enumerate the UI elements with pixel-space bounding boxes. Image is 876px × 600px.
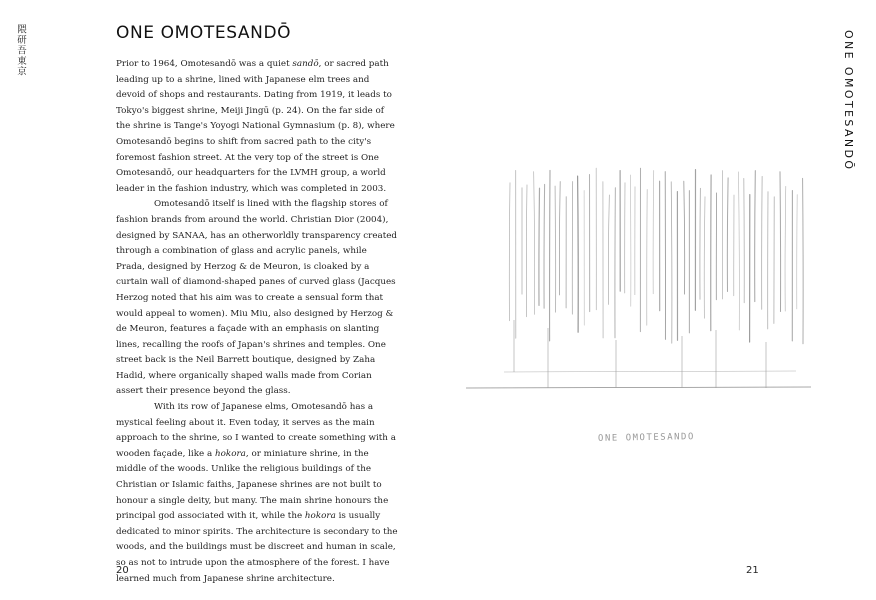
sketch-stroke	[544, 184, 545, 308]
paragraph-2: Omotesandō itself is lined with the flagship stores of fashion brands from around the world. Christian Dior (2004), designed by SANAA, has an otherworldly transparency created through a combination of glass and acrylic panels, while Prada, designed by Herzog & de Meuron, is cloaked by a curtain wall of diamond-shaped panes of curved glass (Jacques Herzog noted that his aim was to create a sensual form that would appeal to women). Miu Miu, also designed by Herzog & de Meuron, features a façade with an emphasis on slanting lines, recalling the roofs of Japan's shrines and temples. One street back is the Neil Barrett boutique, designed by Zaha Hadid, where organically shaped walls made from Corian assert their presence beyond the glass.	[116, 199, 398, 397]
sketch-stroke	[785, 186, 786, 311]
page-number-left: 20	[116, 565, 129, 576]
sketch-stroke	[684, 181, 685, 294]
sketch-stroke	[526, 185, 527, 317]
paragraph-1: Prior to 1964, Omotesandō was a quiet sandō, or sacred path leading up to a shrine, lined with Japanese elm trees and devoid of shops and restaurants. Dating from 1919, it leads to Tokyo's biggest shrine, Meiji Jingū (p. 24). On the far side of the shrine is Tange's Yoyogi National Gymnasium (p. 8), where Omotesandō begins to shift from sacred path to the city's foremost fashion street. At the very top of the street is One Omotesandō, our headquarters for the LVMH group, a world leader in the fashion industry, which was completed in 2003.	[116, 59, 395, 194]
pencil-sketch	[466, 160, 826, 460]
sketch-stroke	[739, 172, 740, 330]
sketch-stroke	[559, 182, 560, 296]
page-number-right: 21	[746, 565, 759, 576]
sketch-stroke	[534, 172, 535, 315]
sketch-caption: ONE OMOTESANDO	[597, 432, 695, 444]
sketch-stroke	[727, 178, 728, 292]
right-page	[438, 0, 876, 600]
sketch-stroke	[509, 183, 510, 321]
sketch-stroke	[704, 197, 705, 318]
vertical-cjk-label: 隈研吾東京	[15, 24, 26, 77]
sketch-stroke	[653, 171, 654, 294]
body-text	[116, 57, 398, 587]
paragraph-3: With its row of Japanese elms, Omotesandō has a mystical feeling about it. Even today, it serves as the main approach to the shrine, so I wanted to create something with a wooden façade, like a hokora, or miniature shrine, in the middle of the woods. Unlike the religious buildings of the Christian or Islamic faiths, Japanese shrines are not built to honour a single deity, but many. The main shrine honours the principal god associated with it, while the hokora is usually dedicated to minor spirits. The architecture is secondary to the woods, and the buildings must be discreet and human in scale, so as not to intrude upon the atmosphere of the forest. I have learned much from Japanese shrine architecture.	[116, 402, 398, 584]
sketch-stroke	[803, 178, 804, 343]
italic-term: hokora	[304, 511, 336, 522]
page-title: ONE OMOTESANDŌ	[116, 23, 292, 43]
sketch-stroke	[608, 195, 609, 305]
sketch-ground-line	[466, 387, 811, 388]
italic-term: hokora	[215, 448, 246, 459]
sketch-stroke	[671, 182, 672, 343]
sketch-stroke	[780, 172, 781, 312]
sketch-stroke	[578, 176, 579, 332]
running-head: ONE OMOTESANDŌ	[842, 30, 855, 172]
italic-term: sandō	[292, 59, 319, 69]
sketch-stroke	[539, 188, 540, 305]
sketch-stroke	[755, 171, 756, 302]
